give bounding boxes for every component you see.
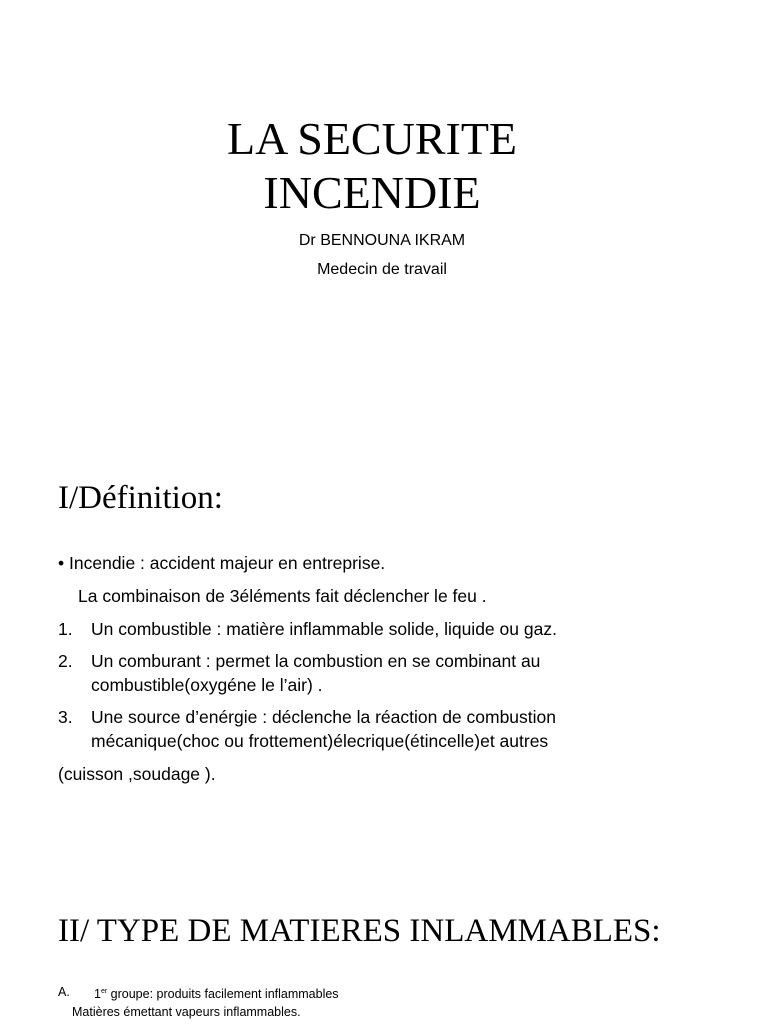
list-text: Un combustible : matière inflammable solide, liquide ou gaz.	[91, 619, 557, 639]
title-line-2: INCENDIE	[263, 167, 481, 218]
group-item-marker: A.	[58, 985, 70, 999]
group-number: 1	[94, 987, 101, 1001]
bullet-text: Incendie : accident majeur en entreprise.	[69, 553, 386, 573]
author-name: Dr BENNOUNA IKRAM	[298, 232, 466, 249]
document-title	[0, 112, 744, 220]
list-text: Un comburant : permet la combustion en se combinant au	[91, 651, 541, 671]
list-number: 1.	[58, 619, 73, 639]
title-line-1: LA SECURITE	[226, 113, 518, 164]
bullet-marker: •	[58, 553, 65, 573]
list-number: 3.	[58, 707, 73, 727]
group-superscript: er	[100, 988, 108, 995]
tail-line: (cuisson ,soudage ).	[58, 764, 216, 784]
types-heading: II/ TYPE DE MATIERES INLAMMABLES:	[58, 913, 661, 949]
group-label: groupe: produits facilement inflammables	[107, 987, 339, 1001]
list-item-3-continuation: mécanique(choc ou frottement)élecrique(étincelle)et autres	[91, 731, 549, 751]
intro-line: La combinaison de 3éléments fait déclencher le feu .	[78, 586, 487, 606]
list-number: 2.	[58, 651, 73, 671]
bullet-incendie	[58, 551, 385, 575]
list-text: Une source d’enérgie : déclenche la réaction de combustion	[91, 707, 557, 727]
author-role: Medecin de travail	[317, 261, 447, 278]
group-item-detail: Matières émettant vapeurs inflammables.	[72, 1005, 301, 1019]
group-item-text	[94, 983, 339, 1003]
definition-heading: I/Définition:	[58, 480, 223, 516]
list-item-2-continuation: combustible(oxygéne le l’air) .	[91, 675, 323, 695]
